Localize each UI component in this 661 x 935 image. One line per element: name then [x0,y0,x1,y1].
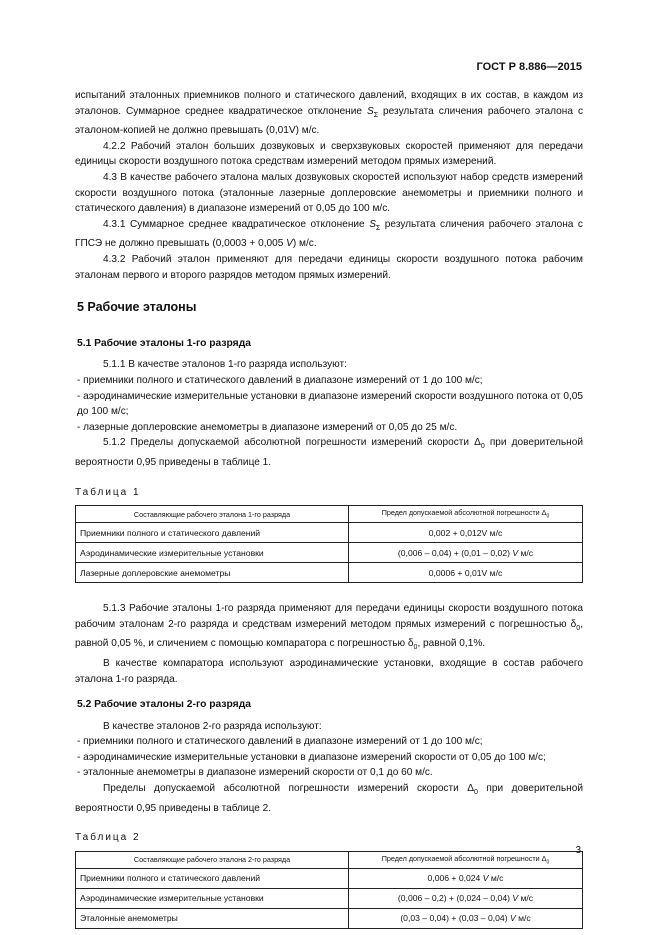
table-cell: Лазерные доплеровские анемометры [76,563,349,583]
table-2 [75,851,583,929]
table-header-row [76,506,583,523]
table-row [76,523,583,543]
table-header-cell: Составляющие рабочего эталона 2-го разряда [76,851,349,868]
page-number: 3 [575,845,581,856]
paras-after1-para-0: 5.1.3 Рабочие эталоны 1-го разряда применяют для передачи единицы скорости воздушного потока рабочим эталонам 2-го разряда и средствам измерений методом прямых измерений с погрешностью $\delta_0$, равной 0,05 %, и сличением с помощью компаратора с погрешностью $\delta_0$, равной 0,1%. [75,603,583,652]
table-row [76,908,583,928]
table-row [76,888,583,908]
table-header-cell: Предел допускаемой абсолютной погрешности $\Delta_0$ [349,851,583,868]
table-1 [75,505,583,583]
paras-52-para-1: - приемники полного и статического давлений в диапазоне измерений от 1 до 100 м/с; [77,736,483,748]
table-cell: (0,006 – 0,04) + (0,01 – 0,02) V м/с [349,543,583,563]
table-cell: 0,002 + 0,012V м/с [349,523,583,543]
paras-51-para-1: - приемники полного и статического давлений в диапазоне измерений от 1 до 100 м/с; [77,374,483,386]
table-header-cell: Составляющие рабочего эталона 1-го разряда [76,506,349,523]
paras-5-2 [75,719,583,817]
paras-top-para-4: 4.3.2 Рабочий эталон применяют для передачи единицы скорости воздушного потока рабочим эталонам первого и второго разрядов методом прямых измерений. [75,253,583,281]
table-header-row [76,851,583,868]
paras-51-para-0: 5.1.1 В качестве эталонов 1-го разряда используют: [103,359,347,371]
paras-top-para-0: испытаний эталонных приемников полного и статического давлений, входящих в их состав, в каждом из эталонов. Суммарное среднее квадратическое отклонение $S_\Sigma$ результата сличения рабочего эталона с эталоном-копией не должно превышать (0,01V) м/с. [75,90,583,137]
table-cell: Приемники полного и статического давлений [76,523,349,543]
subsection-5-2-title: 5.2 Рабочие эталоны 2-го разряда [77,699,251,711]
paras-top-para-3: 4.3.1 Суммарное среднее квадратическое отклонение $S_\Sigma$ результата сличения рабочего эталона с ГПСЭ не должно превышать (0,0003 + 0,005 V) м/с. [75,218,583,250]
table-cell: (0,03 – 0,04) + (0,03 – 0,04) V м/с [349,908,583,928]
table-cell: Аэродинамические измерительные установки [76,888,349,908]
paras-after1-para-1: В качестве компаратора используют аэродинамические установки, входящие в состав рабочего эталона 1-го разряда. [75,657,583,685]
table-cell: 0,006 + 0,024 V м/с [349,868,583,888]
table-row [76,563,583,583]
paras-after-table-1 [75,601,583,687]
paras-52-para-0: В качестве эталонов 2-го разряда используют: [103,720,322,732]
section-5-title: 5 Рабочие эталоны [77,300,197,315]
table-row [76,543,583,563]
paras-52-para-3: - эталонные анемометры в диапазоне измерений скорости от 0,1 до 60 м/с. [77,767,433,779]
document-code: ГОСТ Р 8.886—2015 [476,61,582,73]
table-header-cell: Предел допускаемой абсолютной погрешности $\Delta_0$ [349,506,583,523]
paras-top-para-1: 4.2.2 Рабочий эталон больших дозвуковых и сверхзвуковых скоростей применяют для передачи единицы скорости воздушного потока средствам измерений методом прямых измерений. [75,140,583,168]
table-cell: Приемники полного и статического давлений [76,868,349,888]
subsection-5-1-title: 5.1 Рабочие эталоны 1-го разряда [77,337,251,349]
paras-52-para-4: Пределы допускаемой абсолютной погрешности измерений скорости $\Delta_0$ при доверительной вероятности 0,95 приведены в таблице 2. [75,783,583,814]
table-cell: 0,0006 + 0,01V м/с [349,563,583,583]
paras-top-para-2: 4.3 В качестве рабочего эталона малых дозвуковых скоростей используют набор средств измерений скорости воздушного потока (эталонные лазерные доплеровские анемометры и приемники полного и статического давления) в диапазоне измерений от 0,05 до 100 м/с. [75,171,583,215]
paras-5-1 [75,357,583,470]
table-row [76,868,583,888]
table-cell: Аэродинамические измерительные установки [76,543,349,563]
table-1-caption: Таблица 1 [75,486,141,498]
paras-51-para-3: - лазерные доплеровские анемометры в диапазоне измерений от 0,05 до 25 м/с. [77,421,458,433]
paras-52-para-2: - аэродинамические измерительные установки в диапазоне измерений скорости от 0,05 до 100 м/с; [77,751,546,763]
paras-51-para-4: 5.1.2 Пределы допускаемой абсолютной погрешности измерений скорости $\Delta_0$ при доверительной вероятности 0,95 приведены в таблице 1. [75,437,583,468]
table-cell: (0,006 – 0,2) + (0,024 – 0,04) V м/с [349,888,583,908]
paras-top [75,88,583,283]
paras-51-para-2: - аэродинамические измерительные установки в диапазоне измерений скорости воздушного потока от 0,05 до 100 м/с; [77,390,583,418]
table-cell: Эталонные анемометры [76,908,349,928]
page-content [75,88,583,929]
table-2-caption: Таблица 2 [75,832,141,844]
